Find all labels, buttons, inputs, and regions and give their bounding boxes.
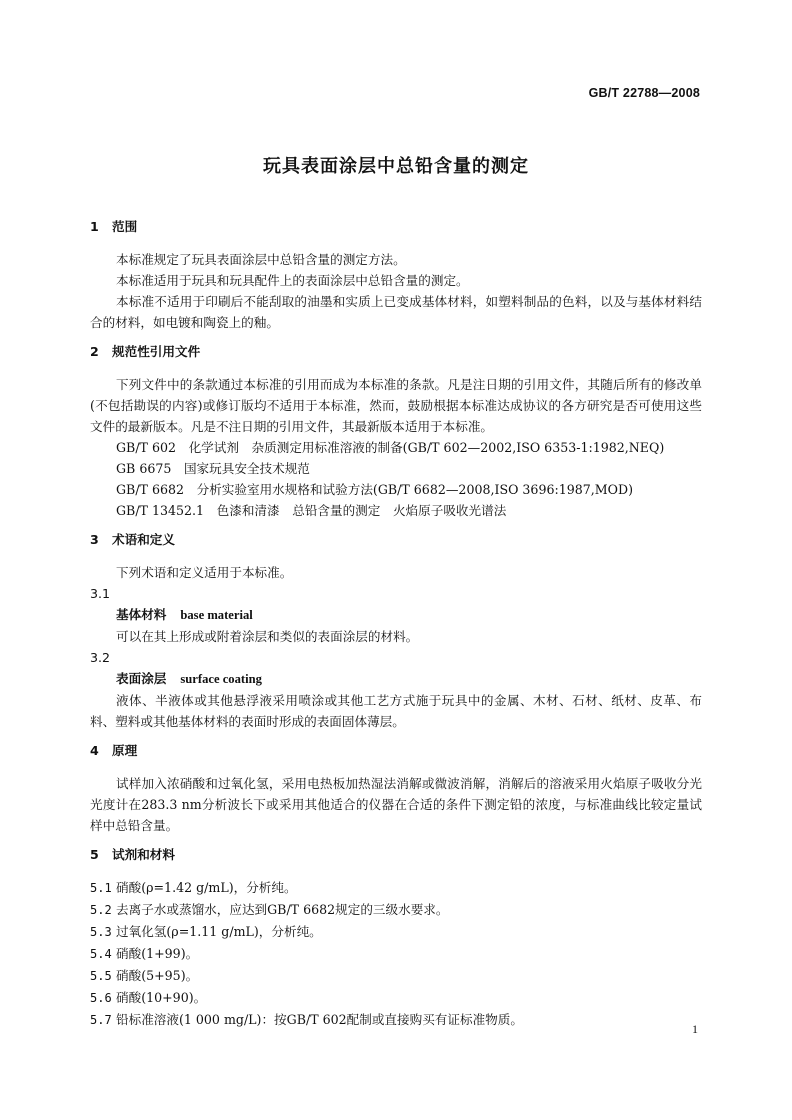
section-number: 1: [90, 219, 99, 234]
item-number: 5.4: [90, 947, 112, 961]
item-text: 铅标准溶液(1 000 mg/L)：按GB/T 602配制或直接购买有证标准物质。: [116, 1012, 523, 1027]
section-heading-reagents: [90, 844, 702, 865]
section-heading-normative-references: [90, 341, 702, 362]
list-item: [90, 943, 702, 965]
section-heading-principle: [90, 740, 702, 761]
list-item: [90, 899, 702, 921]
reference-item: GB/T 602 化学试剂 杂质测定用标准溶液的制备(GB/T 602—2002,ISO 6353-1:1982,NEQ): [116, 440, 665, 455]
section-number: 5: [90, 847, 99, 862]
list-item: [90, 965, 702, 987]
section-number: 2: [90, 344, 99, 359]
item-text: 过氧化氢(ρ=1.11 g/mL)，分析纯。: [116, 924, 322, 939]
term-definition: 可以在其上形成或附着涂层和类似的表面涂层的材料。: [116, 629, 419, 644]
section-title: 规范性引用文件: [112, 344, 201, 359]
term-number: 3.1: [90, 586, 111, 601]
item-number: 5.1: [90, 881, 112, 895]
section-heading-terms: [90, 529, 702, 550]
item-number: 5.2: [90, 903, 112, 917]
page-title: 玩具表面涂层中总铅含量的测定: [263, 156, 529, 177]
list-item: [90, 1009, 702, 1031]
item-text: 硝酸(ρ=1.42 g/mL)，分析纯。: [116, 880, 297, 895]
item-number: 5.5: [90, 969, 112, 983]
list-item: [90, 877, 702, 899]
section-heading-scope: [90, 216, 702, 237]
reference-item: GB 6675 国家玩具安全技术规范: [116, 461, 310, 476]
section-title: 原理: [112, 743, 138, 758]
item-text: 硝酸(10+90)。: [116, 990, 207, 1005]
list-item: [90, 921, 702, 943]
term-cn: 基体材料: [116, 607, 167, 622]
item-text: 去离子水或蒸馏水，应达到GB/T 6682规定的三级水要求。: [116, 902, 449, 917]
term-heading: [116, 668, 702, 690]
term-heading: [116, 604, 702, 626]
item-text: 硝酸(5+95)。: [116, 968, 199, 983]
page-number: 1: [692, 1022, 698, 1036]
term-definition: 液体、半液体或其他悬浮液采用喷涂或其他工艺方式施于玩具中的金属、木材、石材、纸材、皮革、布料、塑料或其他基体材料的表面时形成的表面固体薄层。: [90, 693, 702, 729]
item-text: 硝酸(1+99)。: [116, 946, 199, 961]
standard-number: GB/T 22788—2008: [588, 86, 700, 100]
reference-item: GB/T 13452.1 色漆和清漆 总铅含量的测定 火焰原子吸收光谱法: [116, 503, 507, 518]
list-item: [90, 987, 702, 1009]
document-body: [90, 216, 702, 1031]
paragraph: 下列术语和定义适用于本标准。: [116, 565, 293, 580]
section-title: 试剂和材料: [112, 847, 175, 862]
section-number: 3: [90, 532, 99, 547]
term-cn: 表面涂层: [116, 671, 167, 686]
paragraph: 试样加入浓硝酸和过氧化氢，采用电热板加热湿法消解或微波消解，消解后的溶液采用火焰原子吸收分光光度计在283.3 nm分析波长下或采用其他适合的仪器在合适的条件下测定铅的浓度，与标准曲线比较定量试样中总铅含量。: [90, 776, 702, 833]
paragraph: 本标准规定了玩具表面涂层中总铅含量的测定方法。: [116, 252, 406, 267]
term-en: surface coating: [180, 672, 262, 686]
section-title: 术语和定义: [112, 532, 175, 547]
term-en: base material: [180, 608, 253, 622]
item-number: 5.6: [90, 991, 112, 1005]
section-title: 范围: [112, 219, 138, 234]
paragraph: 下列文件中的条款通过本标准的引用而成为本标准的条款。凡是注日期的引用文件，其随后所有的修改单(不包括勘误的内容)或修订版均不适用于本标准，然而，鼓励根据本标准达成协议的各方研究是否可使用这些文件的最新版本。凡是不注日期的引用文件，其最新版本适用于本标准。: [90, 377, 702, 434]
item-number: 5.7: [90, 1013, 112, 1027]
paragraph: 本标准不适用于印刷后不能刮取的油墨和实质上已变成基体材料，如塑料制品的色料，以及与基体材料结合的材料，如电镀和陶瓷上的釉。: [90, 294, 702, 330]
paragraph: 本标准适用于玩具和玩具配件上的表面涂层中总铅含量的测定。: [116, 273, 469, 288]
section-number: 4: [90, 743, 99, 758]
reference-item: GB/T 6682 分析实验室用水规格和试验方法(GB/T 6682—2008,ISO 3696:1987,MOD): [116, 482, 633, 497]
term-number: 3.2: [90, 650, 111, 665]
item-number: 5.3: [90, 925, 112, 939]
